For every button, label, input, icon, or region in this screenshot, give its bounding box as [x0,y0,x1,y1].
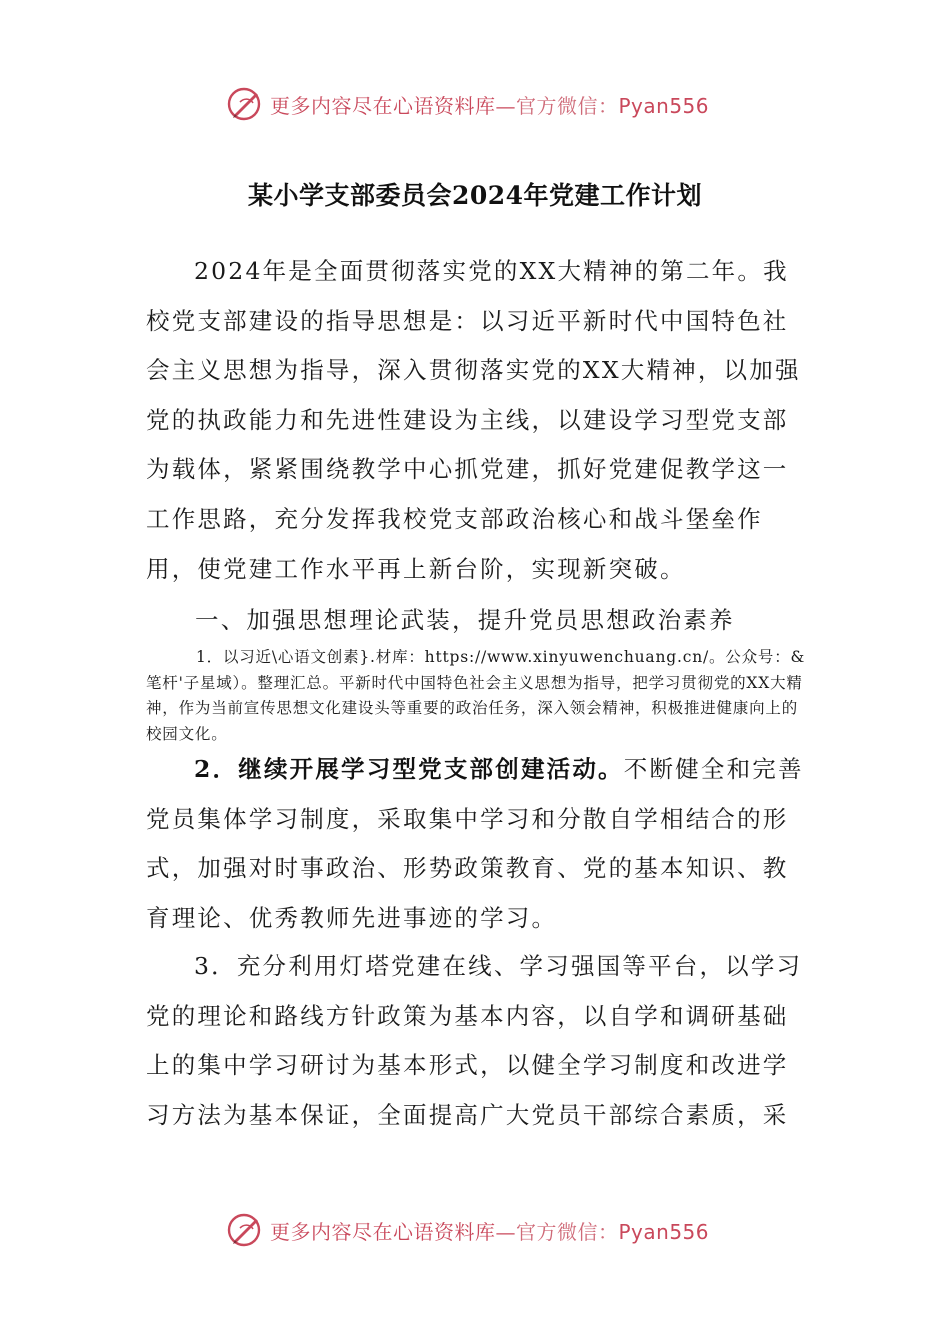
item-2-paragraph [146,745,806,943]
watermark-banner-top [226,84,709,124]
document-title: 某小学支部委员会2024年党建工作计划 [247,181,703,210]
pen-logo-icon [226,84,266,124]
watermark-text: 更多内容尽在心语资料库—官方微信：Pyan556 [270,1219,710,1244]
section-heading-1: 一、加强思想理论武装，提升党员思想政治素养 [195,606,735,634]
intro-paragraph: 2024年是全面贯彻落实党的XX大精神的第二年。我校党支部建设的指导思想是：以习近平新时代中国特色社会主义思想为指导，深入贯彻落实党的XX大精神，以加强党的执政能力和先进性建设为主线，以建设学习型党支部为载体，紧紧围绕教学中心抓党建，抓好党建促教学这一工作思路，充分发挥我校党支部政治核心和战斗堡垒作用，使党建工作水平再上新台阶，实现新突破。 [146,257,801,583]
item-3-paragraph: 3．充分利用灯塔党建在线、学习强国等平台，以学习党的理论和路线方针政策为基本内容，以自学和调研基础上的集中学习研讨为基本形式，以健全学习制度和改进学习方法为基本保证，全面提高广大党员干部综合素质，采 [146,952,803,1129]
pen-logo-icon [226,1210,266,1250]
watermark-text: 更多内容尽在心语资料库—官方微信：Pyan556 [270,93,710,118]
item-2-lead: 2．继续开展学习型党支部创建活动。 [194,755,624,783]
item-2-body: 不断健全和完善党员集体学习制度，采取集中学习和分散自学相结合的形式，加强对时事政治、形势政策教育、党的基本知识、教育理论、优秀教师先进事迹的学习。 [146,755,804,932]
watermark-banner-bottom [226,1210,709,1250]
item-1-paragraph: 1．以习近\心语文创素}.材库：https://www.xinyuwenchuang.cn/。公众号：&笔杆'子星域）。整理汇总。平新时代中国特色社会主义思想为指导，把学习贯彻党的XX大精神，作为当前宣传思想文化建设头等重要的政治任务，深入领会精神，积极推进健康向上的校园文化。 [146,648,806,743]
